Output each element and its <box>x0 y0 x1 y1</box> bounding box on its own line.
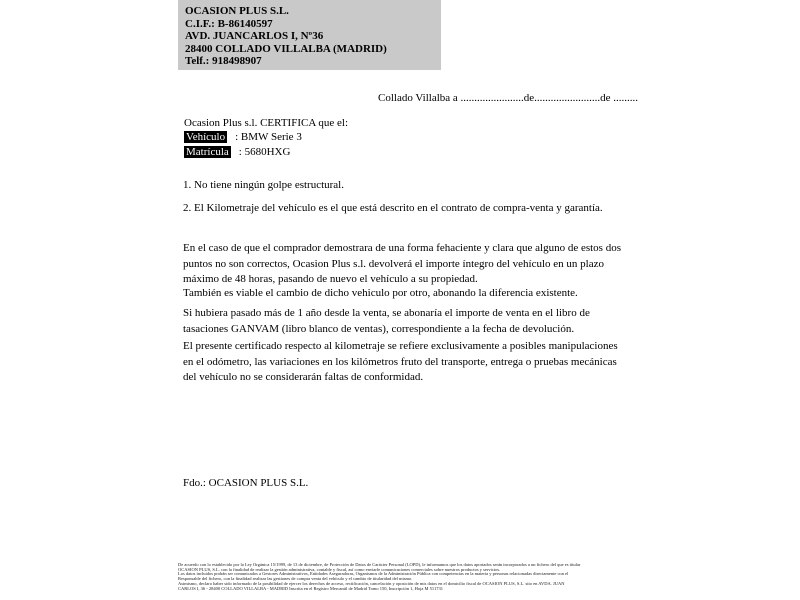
paragraph-ganvam: Si hubiera pasado más de 1 año desde la venta, se abonaría el importe de venta en el libro de tasaciones GANVAM (libro blanco de ventas), correspondiente a la fecha de devolución. <box>183 307 590 335</box>
paragraph-exchange: También es viable el cambio de dicho vehiculo por otro, abonando la diferencia existente. <box>183 287 578 299</box>
legal-line: CARLOS I, 36 - 28400 COLLADO VILLALBA - MADRID Inscrita en el Registro Mercantil de Madrid Tomo 150, Inscripción 1, Hoja M 511731 <box>178 586 443 591</box>
legal-footer <box>178 563 624 591</box>
vehicle-value: : BMW Serie 3 <box>235 131 302 143</box>
company-city: 28400 COLLADO VILLALBA (MADRID) <box>185 42 387 55</box>
legal-line: Asimismo, declaro haber sido informado de la posibilidad de ejercer los derechos de acceso, rectificación, cancelación y oposición de mis datos en el domicilio fiscal de OCASIÓN PLUS, S.L. sito en AVDA. JUAN <box>178 581 565 586</box>
paragraph-odometer: El presente certificado respecto al kilometraje se refiere exclusivamente a posibles manipulaciones en el odómetro, las variaciones en los kilómetros fruto del transporte, entrega o pruebas mecánicas del vehículo no se considerarán faltas de conformidad. <box>183 340 618 383</box>
plate-value: : 5680HXG <box>238 146 291 158</box>
vehicle-label: Vehículo <box>186 131 226 143</box>
legal-line: De acuerdo con lo establecido por la Ley Orgánica 15/1999, de 13 de diciembre, de Protección de Datos de Carácter Personal (LOPD), le informamos que los datos aportados serán incorporados a un fichero del que es titular <box>178 563 581 567</box>
condition-point-1: 1. No tiene ningún golpe estructural. <box>183 179 344 191</box>
legal-line: Responsable del fichero, con la finalidad realizar las gestiones de compra venta del vehículo y el cambio de titularidad del mismo. <box>178 577 413 582</box>
legal-line: Los datos incluidos podrán ser comunicados a Gestores Administrativos, Entidades Aseguradoras, Organismos de la Administración Pública con competencias en la materia y personas relacionadas directamente con el <box>178 572 569 577</box>
certify-line: Ocasion Plus s.l. CERTIFICA que el: <box>184 117 349 129</box>
signature-line: Fdo.: OCASION PLUS S.L. <box>183 477 309 489</box>
legal-line: OCASION PLUS, S.L. con la finalidad de realizar la gestión administrativa, contable y fiscal, así como enviarle comunicaciones comerciales sobre nuestros productos y servicios. <box>178 567 501 572</box>
plate-label: Matrícula <box>186 146 229 158</box>
plate-line <box>184 146 290 158</box>
paragraph-refund: En el caso de que el comprador demostrara de una forma fehaciente y clara que alguno de estos dos puntos no son correctos, Ocasion Plus s.l. devolverá el importe íntegro del vehículo en un plazo máximo de 48 horas, pasando de nuevo el vehículo a su propiedad. <box>183 242 621 285</box>
letterhead <box>178 0 441 70</box>
company-address: AVD. JUANCARLOS I, Nº36 <box>185 30 324 43</box>
company-phone: Telf.: 918498907 <box>185 55 262 68</box>
condition-point-2: 2. El Kilometraje del vehículo es el que está descrito en el contrato de compra-venta y garantía. <box>183 202 603 214</box>
date-line: Collado Villalba a .......................de........................de ......... <box>378 92 639 104</box>
company-name: OCASION PLUS S.L. <box>185 5 289 17</box>
vehicle-line <box>184 131 302 143</box>
company-cif: C.I.F.: B-86140597 <box>185 17 273 30</box>
